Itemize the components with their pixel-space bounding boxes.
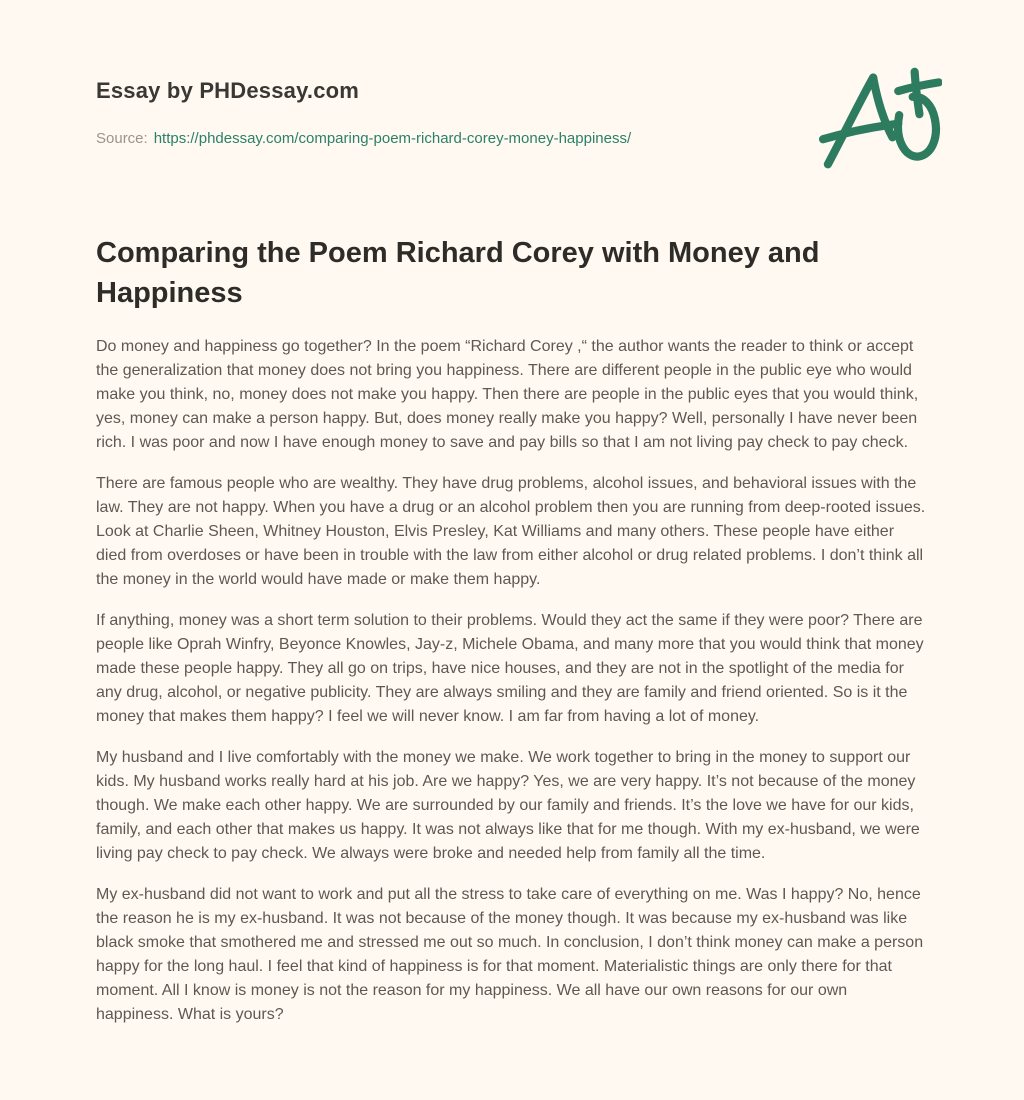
essay-paragraph: If anything, money was a short term solution to their problems. Would they act the same if they were poor? There are people like Oprah Winfry, Beyonce Knowles, Jay-z, Michele Obama, and many more that you would think that money made these people happy. They all go on trips, have nice houses, and they are not in the spotlight of the media for any drug, alcohol, or negative publicity. They are always smiling and they are family and friend oriented. So is it the money that makes them happy? I feel we will never know. I am far from having a lot of money.: [96, 612, 924, 725]
essay-body: [96, 335, 928, 1027]
essay-paragraph: My husband and I live comfortably with the money we make. We work together to bring in the money to support our kids. My husband works really hard at his job. Are we happy? Yes, we are very happy. It’s not because of the money though. We make each other happy. We are surrounded by our family and friends. It’s the love we have for our kids, family, and each other that makes us happy. It was not always like that for me though. With my ex-husband, we were living pay check to pay check. We always were broke and needed help from family all the time.: [96, 749, 920, 862]
source-link[interactable]: https://phdessay.com/comparing-poem-richard-corey-money-happiness/: [153, 130, 632, 147]
source-label: Source:: [96, 130, 148, 147]
essay-paragraph: My ex-husband did not want to work and put all the stress to take care of everything on me. Was I happy? No, hence the reason he is my ex-husband. It was not because of the money though. It was because my ex-husband was like black smoke that smothered me and stressed me out so much. In conclusion, I don’t think money can make a person happy for the long haul. I feel that kind of happiness is for that moment. Materialistic things are only there for that moment. All I know is money is not the reason for my happiness. We all have our own reasons for our own happiness. What is yours?: [96, 886, 924, 1023]
essay-paragraph: There are famous people who are wealthy. They have drug problems, alcohol issues, and behavioral issues with the law. They are not happy. When you have a drug or an alcohol problem then you are running from deep-rooted issues. Look at Charlie Sheen, Whitney Houston, Elvis Presley, Kat Williams and many others. These people have either died from overdoses or have been in trouble with the law from either alcohol or drug related problems. I don’t think all the money in the world would have made or make them happy.: [96, 475, 926, 588]
essay-paragraph: Do money and happiness go together? In the poem “Richard Corey ,“ the author wants the reader to think or accept the generalization that money does not bring you happiness. There are different people in the public eye who would make you think, no, money does not make you happy. Then there are people in the public eyes that you would think, yes, money can make a person happy. But, does money really make you happy? Well, personally I have never been rich. I was poor and now I have enough money to save and pay bills so that I am not living pay check to pay check.: [96, 338, 919, 451]
article-title: Comparing the Poem Richard Corey with Money and Happiness: [96, 237, 820, 309]
source-row: [96, 128, 928, 149]
a-plus-logo-icon: [814, 66, 942, 172]
essay-header-title: Essay by PHDessay.com: [96, 78, 360, 103]
